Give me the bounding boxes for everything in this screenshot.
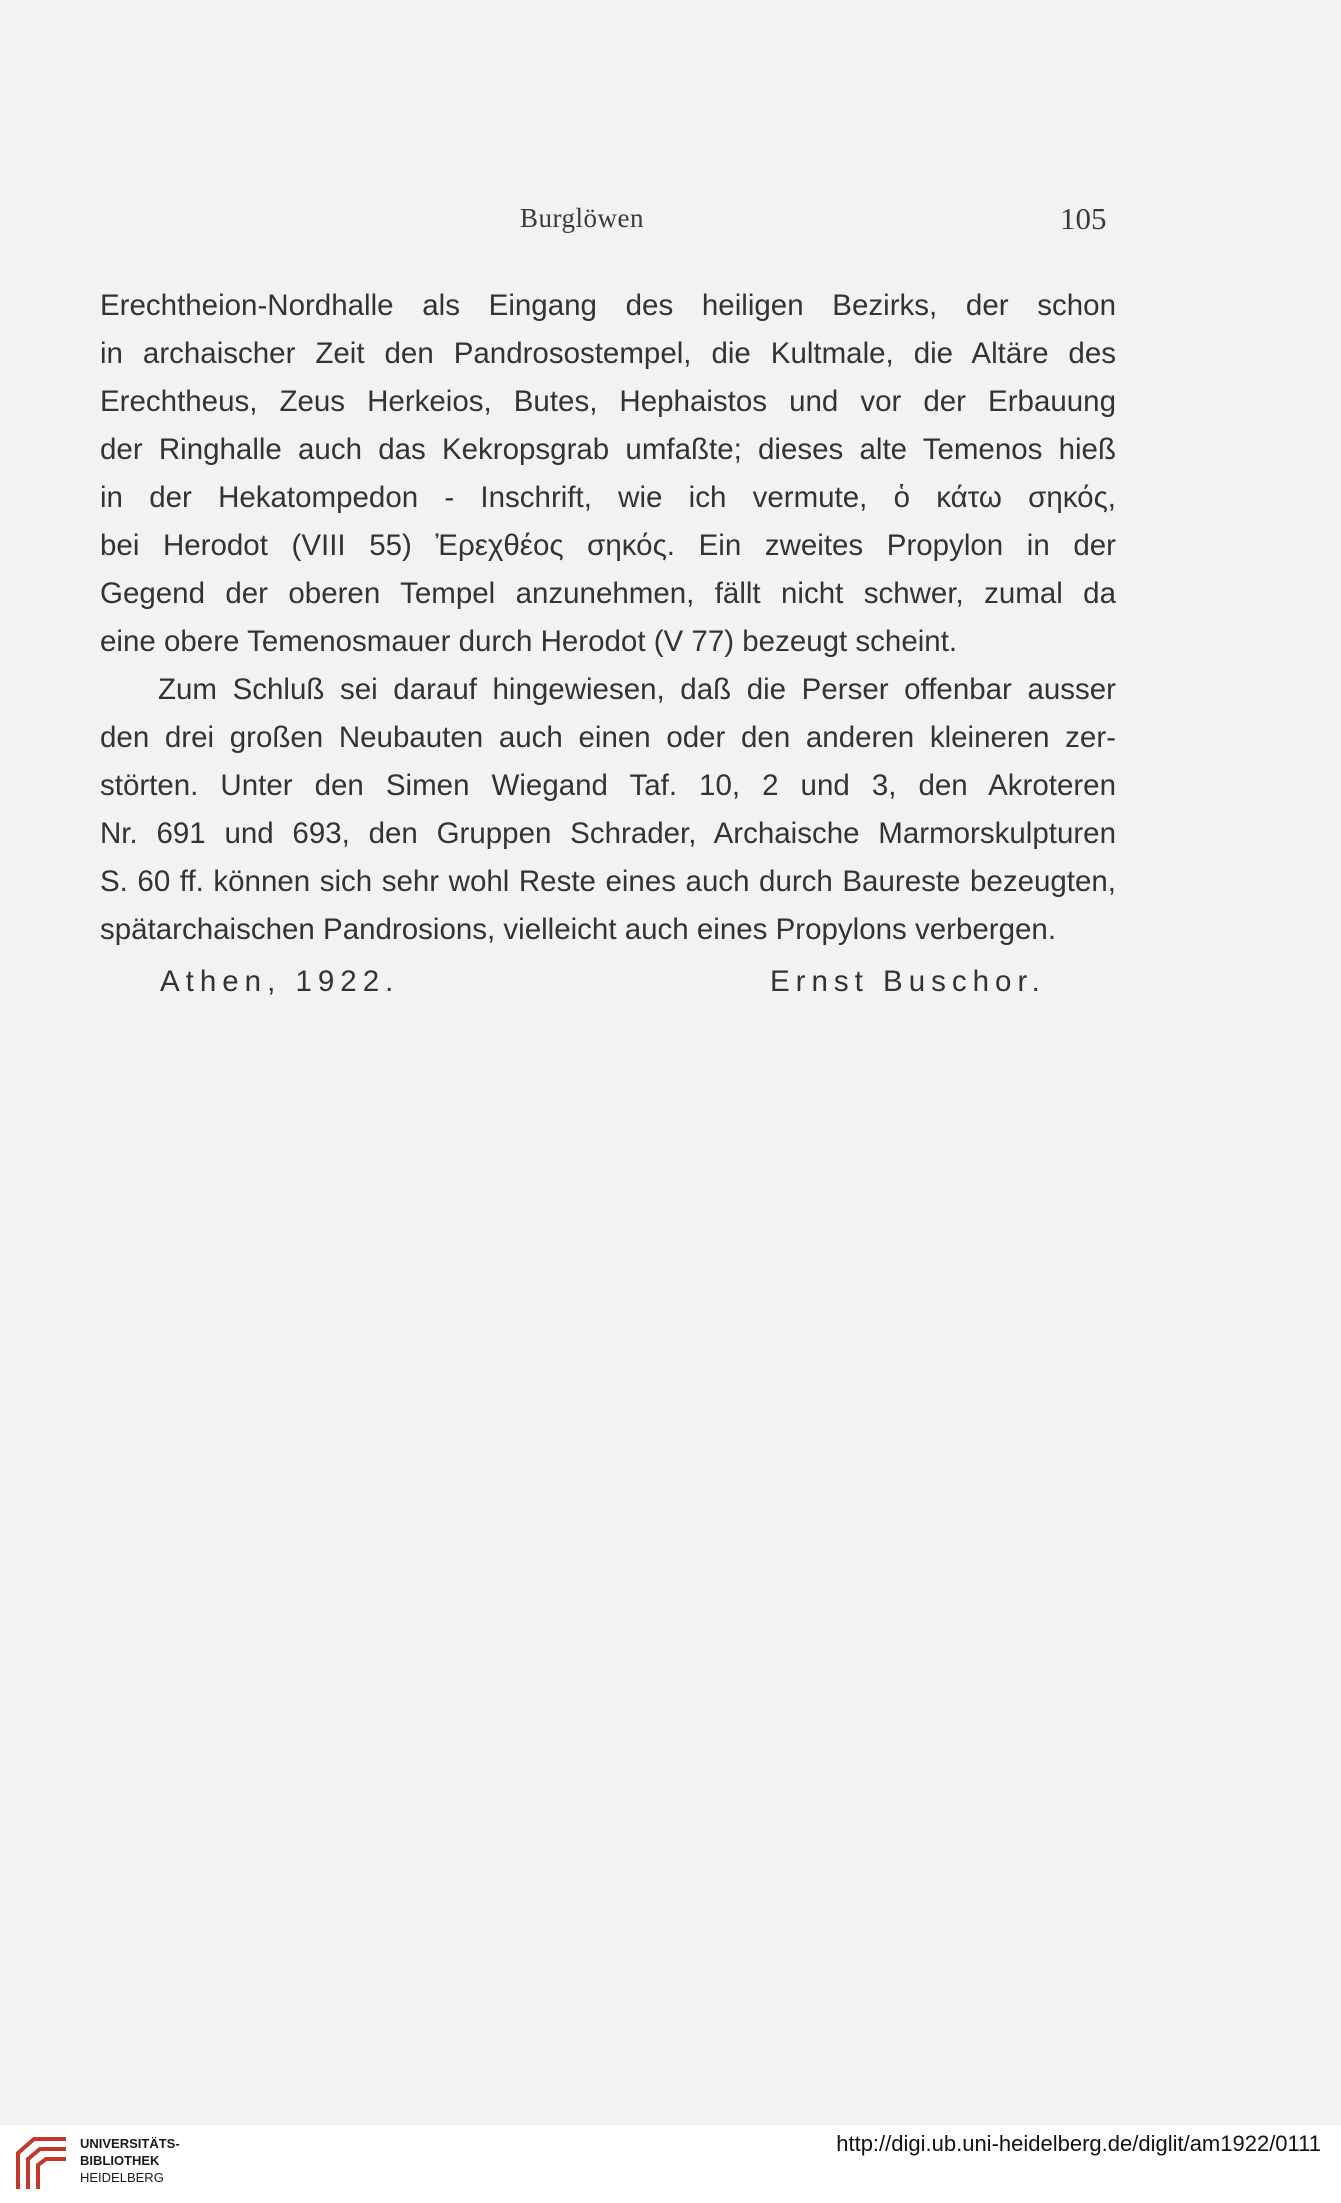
text-line: Erechtheus, Zeus Herkeios, Butes, Hephaistos und vor der Erbauung <box>100 385 1116 418</box>
library-name-line: HEIDELBERG <box>80 2170 164 2185</box>
body-text <box>100 282 1116 954</box>
signature-author: Ernst Buschor. <box>770 965 1046 998</box>
library-name-line: UNIVERSITÄTS- <box>80 2136 180 2151</box>
signature-place-date: Athen, 1922. <box>160 965 400 998</box>
text-line: in der Hekatompedon - Inschrift, wie ich vermute, ὁ κάτω σηκός, <box>100 481 1116 514</box>
text-line: eine obere Temenosmauer durch Herodot (V 77) bezeugt scheint. <box>100 625 958 658</box>
running-header-title: Burglöwen <box>520 203 644 233</box>
text-line: störten. Unter den Simen Wiegand Taf. 10, 2 und 3, den Akroteren <box>100 769 1116 802</box>
text-line: Erechtheion-Nordhalle als Eingang des heiligen Bezirks, der schon <box>100 289 1116 322</box>
library-name <box>80 2135 180 2186</box>
text-line: S. 60 ff. können sich sehr wohl Reste eines auch durch Baureste bezeugten, <box>100 865 1116 898</box>
paragraph-start-line: Zum Schluß sei darauf hingewiesen, daß die Perser offenbar ausser <box>158 673 1116 706</box>
text-line: den drei großen Neubauten auch einen oder den anderen kleineren zer- <box>100 721 1116 754</box>
text-line: Gegend der oberen Tempel anzunehmen, fällt nicht schwer, zumal da <box>100 577 1116 610</box>
digitization-footer <box>0 2125 1341 2203</box>
text-line: der Ringhalle auch das Kekropsgrab umfaßte; dieses alte Temenos hieß <box>100 433 1116 466</box>
text-line: spätarchaischen Pandrosions, vielleicht auch eines Propylons verbergen. <box>100 913 1057 946</box>
source-url-link[interactable]: http://digi.ub.uni-heidelberg.de/diglit/am1922/0111 <box>836 2131 1321 2156</box>
text-line: bei Herodot (VIII 55) Ἐρεχθέος σηκός. Ein zweites Propylon in der <box>100 529 1116 562</box>
text-line: in archaischer Zeit den Pandrosostempel, die Kultmale, die Altäre des <box>100 337 1116 370</box>
page-number: 105 <box>1060 201 1107 236</box>
text-line: Nr. 691 und 693, den Gruppen Schrader, Archaische Marmorskulpturen <box>100 817 1116 850</box>
library-logo-icon <box>12 2133 72 2195</box>
library-name-line: BIBLIOTHEK <box>80 2153 160 2168</box>
